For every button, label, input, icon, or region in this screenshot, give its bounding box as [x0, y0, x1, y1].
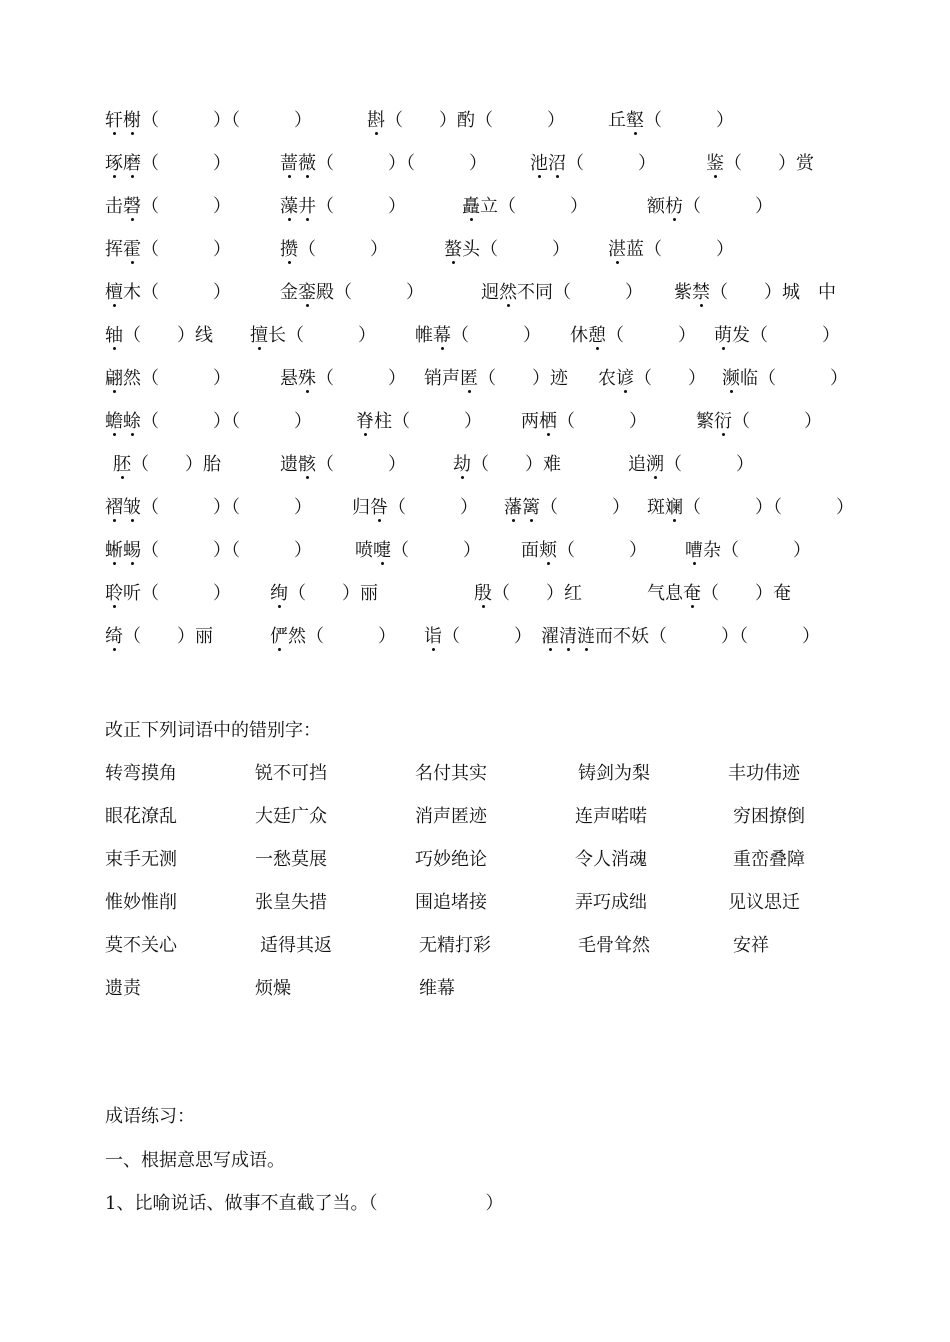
correction-word: 惟妙惟削	[105, 892, 177, 913]
pinyin-item: 萌发（ ）	[714, 321, 840, 351]
pinyin-item: 休憩（ ）	[570, 321, 696, 351]
pinyin-item: 翩然（ ）	[105, 364, 231, 394]
correction-word: 名付其实	[415, 763, 487, 784]
pinyin-item: 诣（ ）	[424, 622, 532, 652]
correction-word: 连声喏喏	[575, 806, 647, 827]
emphasis-dot	[306, 476, 309, 479]
correction-word: 大廷广众	[255, 806, 327, 827]
emphasis-dot	[131, 261, 134, 264]
pinyin-item: 农谚（ ）	[598, 364, 706, 394]
correction-word: 穷困撩倒	[733, 806, 805, 827]
emphasis-dot	[634, 132, 637, 135]
correction-word: 一愁莫展	[255, 849, 327, 870]
pinyin-item: 轴（ ）线	[105, 321, 213, 351]
pinyin-item: 击磬（ ）	[105, 192, 231, 222]
emphasis-dot	[585, 648, 588, 651]
emphasis-dot	[378, 519, 381, 522]
pinyin-item: 殷（ ）红	[474, 579, 582, 609]
emphasis-dot	[714, 175, 717, 178]
correction-word: 无精打彩	[419, 935, 491, 956]
pinyin-item: 绚（ ）丽	[270, 579, 378, 609]
correction-word: 毛骨耸然	[578, 935, 650, 956]
emphasis-dot	[364, 433, 367, 436]
emphasis-dot	[306, 304, 309, 307]
emphasis-dot	[567, 648, 570, 651]
pinyin-item: 斑斓（ ）（ ）	[647, 493, 854, 523]
emphasis-dot	[131, 218, 134, 221]
emphasis-dot	[113, 347, 116, 350]
emphasis-dot	[288, 175, 291, 178]
pinyin-item: 濒临（ ）	[722, 364, 848, 394]
emphasis-dot	[278, 605, 281, 608]
pinyin-item: 擅长（ ）	[250, 321, 376, 351]
correction-word: 维幕	[419, 978, 455, 999]
emphasis-dot	[512, 519, 515, 522]
emphasis-dot	[113, 605, 116, 608]
pinyin-item: 销声匿（ ）迹	[424, 364, 568, 394]
emphasis-dot	[113, 562, 116, 565]
emphasis-dot	[722, 347, 725, 350]
pinyin-item: 丘壑（ ）	[608, 106, 734, 136]
pinyin-item: 金銮殿（ ）	[280, 278, 424, 308]
emphasis-dot	[624, 390, 627, 393]
correction-word: 遗责	[105, 978, 141, 999]
pinyin-item: 藩篱（ ）	[504, 493, 630, 523]
correction-word: 巧妙绝论	[415, 849, 487, 870]
pinyin-item: 归咎（ ）	[352, 493, 478, 523]
correction-word: 转弯摸角	[105, 763, 177, 784]
pinyin-item: 帷幕（ ）	[415, 321, 541, 351]
emphasis-dot	[113, 175, 116, 178]
pinyin-item: 喷嚏（ ）	[355, 536, 481, 566]
correction-word: 见议思迁	[728, 892, 800, 913]
emphasis-dot	[654, 476, 657, 479]
pinyin-item: 螯头（ ）	[444, 235, 570, 265]
emphasis-dot	[470, 218, 473, 221]
emphasis-dot	[306, 175, 309, 178]
emphasis-dot	[113, 390, 116, 393]
pinyin-item: 繁衍（ ）	[696, 407, 822, 437]
pinyin-item: 绮（ ）丽	[105, 622, 213, 652]
emphasis-dot	[461, 476, 464, 479]
pinyin-item: 气息奄（ ）奄	[647, 579, 791, 609]
correction-word: 弄巧成绌	[575, 892, 647, 913]
emphasis-dot	[549, 648, 552, 651]
pinyin-item: 轩榭（ ）（ ）	[105, 106, 312, 136]
pinyin-item: 两栖（ ）	[521, 407, 647, 437]
emphasis-dot	[547, 562, 550, 565]
emphasis-dot	[131, 175, 134, 178]
pinyin-item: 矗立（ ）	[462, 192, 588, 222]
pinyin-item: 嘈杂（ ）	[685, 536, 811, 566]
emphasis-dot	[691, 605, 694, 608]
correction-word: 束手无测	[105, 849, 177, 870]
emphasis-dot	[530, 519, 533, 522]
emphasis-dot	[673, 218, 676, 221]
pinyin-item: 攒（ ）	[280, 235, 388, 265]
emphasis-dot	[673, 519, 676, 522]
correction-word: 张皇失措	[255, 892, 327, 913]
emphasis-dot	[131, 132, 134, 135]
correction-word: 丰功伟迹	[728, 763, 800, 784]
correction-word: 围追堵接	[415, 892, 487, 913]
emphasis-dot	[131, 519, 134, 522]
emphasis-dot	[730, 390, 733, 393]
emphasis-dot	[258, 347, 261, 350]
emphasis-dot	[113, 519, 116, 522]
emphasis-dot	[722, 433, 725, 436]
pinyin-item: 鉴（ ）赏	[706, 149, 814, 179]
pinyin-item: 濯清涟而不妖（ ）（ ）	[541, 622, 820, 652]
pinyin-item: 面颊（ ）	[521, 536, 647, 566]
emphasis-dot	[288, 218, 291, 221]
emphasis-dot	[131, 562, 134, 565]
pinyin-item: 胚（ ）胎	[113, 450, 221, 480]
correction-word: 锐不可挡	[255, 763, 327, 784]
pinyin-item: 檀木（ ）	[105, 278, 231, 308]
emphasis-dot	[452, 261, 455, 264]
correction-word: 铸剑为梨	[578, 763, 650, 784]
emphasis-dot	[113, 132, 116, 135]
pinyin-item: 迥然不同（ ）	[481, 278, 643, 308]
emphasis-dot	[306, 390, 309, 393]
correction-word: 令人消魂	[575, 849, 647, 870]
idiom-section-heading: 一、根据意思写成语。	[105, 1150, 285, 1171]
emphasis-dot	[131, 433, 134, 436]
correction-word: 眼花潦乱	[105, 806, 177, 827]
emphasis-dot	[441, 347, 444, 350]
emphasis-dot	[278, 648, 281, 651]
pinyin-item: 脊柱（ ）	[356, 407, 482, 437]
pinyin-item: 湛蓝（ ）	[608, 235, 734, 265]
emphasis-dot	[121, 476, 124, 479]
pinyin-item: 挥霍（ ）	[105, 235, 231, 265]
emphasis-dot	[596, 347, 599, 350]
emphasis-dot	[288, 261, 291, 264]
pinyin-item: 紫禁（ ）城 中	[674, 278, 836, 308]
emphasis-dot	[468, 390, 471, 393]
correction-word: 莫不关心	[105, 935, 177, 956]
emphasis-dot	[700, 304, 703, 307]
pinyin-item: 藻井（ ）	[280, 192, 406, 222]
emphasis-dot	[306, 218, 309, 221]
emphasis-dot	[538, 175, 541, 178]
correction-title: 改正下列词语中的错别字：	[105, 720, 321, 741]
pinyin-item: 遗骸（ ）	[280, 450, 406, 480]
idiom-question-1: 1、比喻说话、做事不直截了当。（ ）	[105, 1193, 504, 1214]
correction-word: 安祥	[733, 935, 769, 956]
pinyin-item: 追溯（ ）	[628, 450, 754, 480]
emphasis-dot	[432, 648, 435, 651]
emphasis-dot	[693, 562, 696, 565]
correction-word: 消声匿迹	[415, 806, 487, 827]
pinyin-item: 蜥蜴（ ）（ ）	[105, 536, 312, 566]
correction-word: 重峦叠障	[733, 849, 805, 870]
emphasis-dot	[547, 433, 550, 436]
emphasis-dot	[556, 175, 559, 178]
emphasis-dot	[113, 648, 116, 651]
emphasis-dot	[507, 304, 510, 307]
correction-word: 适得其返	[260, 935, 332, 956]
pinyin-item: 俨然（ ）	[270, 622, 396, 652]
pinyin-item: 褶皱（ ）（ ）	[105, 493, 312, 523]
pinyin-item: 琢磨（ ）	[105, 149, 231, 179]
pinyin-item: 蔷薇（ ）（ ）	[280, 149, 487, 179]
emphasis-dot	[375, 132, 378, 135]
pinyin-item: 蟾蜍（ ）（ ）	[105, 407, 312, 437]
emphasis-dot	[113, 304, 116, 307]
pinyin-item: 额枋（ ）	[647, 192, 773, 222]
pinyin-item: 斟（ ）酌（ ）	[367, 106, 565, 136]
emphasis-dot	[381, 562, 384, 565]
emphasis-dot	[113, 433, 116, 436]
emphasis-dot	[616, 261, 619, 264]
pinyin-item: 池沼（ ）	[530, 149, 656, 179]
pinyin-item: 劫（ ）难	[453, 450, 561, 480]
pinyin-item: 悬殊（ ）	[280, 364, 406, 394]
correction-word: 烦燥	[255, 978, 291, 999]
emphasis-dot	[482, 605, 485, 608]
idiom-title: 成语练习：	[105, 1106, 195, 1127]
pinyin-item: 聆听（ ）	[105, 579, 231, 609]
